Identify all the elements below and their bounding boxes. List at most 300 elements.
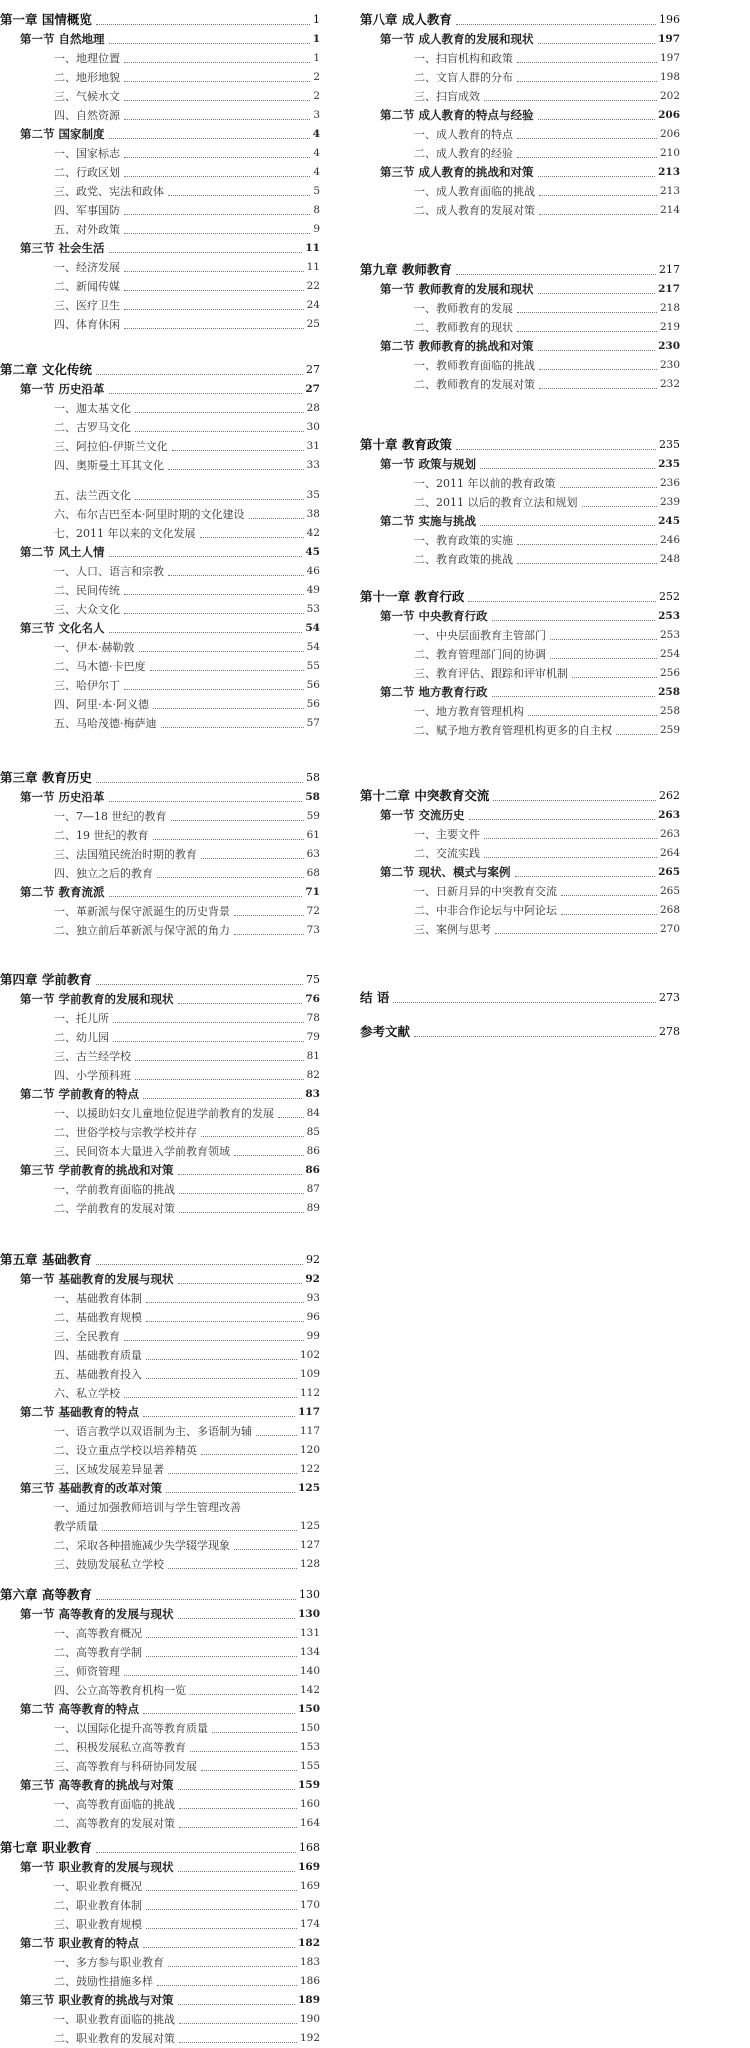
toc-section-entry[interactable] — [360, 455, 680, 474]
dot-leader — [538, 43, 656, 44]
toc-page-number: 54 — [305, 622, 320, 634]
toc-entry-title: 二、2011 以后的教育立法和规划 — [414, 496, 578, 509]
toc-section-entry[interactable] — [360, 806, 680, 825]
dot-leader — [550, 658, 657, 659]
toc-chapter-entry[interactable] — [360, 587, 680, 607]
toc-subsection-entry[interactable] — [0, 1555, 320, 1574]
toc-section-entry[interactable] — [360, 683, 680, 702]
toc-subsection-entry[interactable] — [360, 920, 680, 939]
toc-page-number: 58 — [305, 791, 320, 803]
toc-subsection-entry[interactable] — [0, 106, 320, 125]
toc-subsection-entry[interactable] — [0, 220, 320, 239]
toc-entry-title: 一、职业教育面临的挑战 — [54, 2013, 175, 2026]
dot-leader — [168, 1966, 297, 1967]
toc-subsection-entry[interactable] — [0, 1384, 320, 1403]
dot-leader — [109, 43, 310, 44]
dot-leader — [456, 24, 656, 25]
toc-subsection-entry[interactable] — [0, 1009, 320, 1028]
toc-entry-title: 四、阿里·本·阿义德 — [54, 698, 149, 711]
toc-chapter-entry[interactable] — [360, 786, 680, 806]
toc-page-number: 68 — [306, 867, 320, 879]
dot-leader — [179, 1808, 297, 1809]
toc-subsection-entry[interactable] — [0, 49, 320, 68]
toc-chapter-entry[interactable] — [0, 10, 320, 30]
toc-page-number: 268 — [659, 904, 680, 916]
toc-page-number: 197 — [659, 52, 680, 64]
toc-entry-title: 一、日新月异的中突教育交流 — [414, 885, 557, 898]
toc-subsection-entry[interactable] — [0, 1308, 320, 1327]
toc-page-number: 125 — [298, 1482, 320, 1494]
toc-entry-title: 三、医疗卫生 — [54, 299, 120, 312]
toc-page-number: 81 — [306, 1050, 320, 1062]
toc-section-entry[interactable] — [0, 1161, 320, 1180]
toc-entry-title: 二、鼓励性措施多样 — [54, 1975, 153, 1988]
dot-leader — [484, 838, 657, 839]
toc-page-number: 11 — [305, 242, 320, 254]
toc-subsection-entry[interactable] — [0, 562, 320, 581]
dot-leader — [484, 100, 657, 101]
toc-subsection-entry[interactable] — [0, 826, 320, 845]
toc-subsection-entry[interactable] — [0, 1180, 320, 1199]
toc-subsection-entry[interactable] — [0, 1123, 320, 1142]
toc-subsection-entry[interactable] — [360, 531, 680, 550]
toc-entry-title: 二、基础教育规模 — [54, 1311, 142, 1324]
dot-leader — [178, 1618, 296, 1619]
toc-page-number: 92 — [305, 1273, 320, 1285]
toc-subsection-entry[interactable] — [0, 1028, 320, 1047]
toc-subsection-entry[interactable] — [0, 1536, 320, 1555]
toc-page-number: 109 — [299, 1368, 320, 1380]
toc-chapter-entry[interactable] — [360, 435, 680, 455]
toc-entry-title: 六、私立学校 — [54, 1387, 120, 1400]
toc-subsection-entry[interactable] — [0, 486, 320, 505]
toc-section-entry[interactable] — [0, 1776, 320, 1795]
toc-section-entry[interactable] — [0, 125, 320, 144]
toc-entry-title: 一、人口、语言和宗教 — [54, 565, 164, 578]
toc-section-entry[interactable] — [0, 30, 320, 49]
toc-section-entry[interactable] — [360, 280, 680, 299]
toc-subsection-entry[interactable] — [360, 721, 680, 740]
toc-subsection-entry[interactable] — [360, 299, 680, 318]
toc-entry-title: 二、职业教育体制 — [54, 1899, 142, 1912]
toc-subsection-entry[interactable] — [0, 437, 320, 456]
toc-subsection-entry[interactable] — [0, 1517, 320, 1536]
toc-subsection-entry[interactable] — [0, 714, 320, 733]
toc-page-number: 75 — [306, 973, 320, 986]
toc-section-entry[interactable] — [360, 607, 680, 626]
toc-entry-title: 一、伊本·赫勒敦 — [54, 641, 135, 654]
toc-page-number: 196 — [659, 13, 680, 26]
dot-leader — [468, 601, 656, 602]
toc-subsection-entry[interactable] — [0, 201, 320, 220]
toc-chapter-entry[interactable] — [0, 360, 320, 380]
toc-subsection-entry[interactable] — [0, 182, 320, 201]
toc-entry-title: 五、对外政策 — [54, 223, 120, 236]
toc-subsection-entry[interactable] — [360, 144, 680, 163]
dot-leader — [492, 696, 656, 697]
toc-subsection-entry[interactable] — [360, 645, 680, 664]
toc-subsection-entry[interactable] — [0, 68, 320, 87]
toc-entry-title: 三、职业教育规模 — [54, 1918, 142, 1931]
toc-entry-title: 第二节 教育流派 — [20, 885, 105, 899]
toc-subsection-entry[interactable] — [360, 901, 680, 920]
toc-section-entry[interactable] — [0, 1991, 320, 2010]
toc-section-entry[interactable] — [360, 863, 680, 882]
toc-subsection-entry[interactable] — [0, 1738, 320, 1757]
toc-section-entry[interactable] — [0, 1934, 320, 1953]
toc-subsection-entry[interactable] — [0, 657, 320, 676]
toc-entry-title: 第一节 自然地理 — [20, 32, 105, 46]
toc-subsection-entry[interactable] — [0, 1662, 320, 1681]
toc-subsection-entry[interactable] — [0, 505, 320, 524]
toc-subsection-entry[interactable] — [360, 49, 680, 68]
toc-subsection-entry[interactable] — [360, 493, 680, 512]
toc-page-number: 49 — [306, 584, 320, 596]
toc-chapter-entry[interactable] — [0, 1585, 320, 1605]
dot-leader — [143, 1416, 295, 1417]
toc-subsection-entry[interactable] — [360, 664, 680, 683]
toc-subsection-entry[interactable] — [0, 418, 320, 437]
toc-page-number: 63 — [306, 848, 320, 860]
dot-leader — [201, 1454, 297, 1455]
dot-leader — [179, 1193, 304, 1194]
toc-subsection-entry[interactable] — [0, 902, 320, 921]
toc-subsection-entry[interactable] — [0, 1104, 320, 1123]
toc-entry-title: 一、高等教育面临的挑战 — [54, 1798, 175, 1811]
dot-leader — [96, 1264, 303, 1265]
toc-page-number: 117 — [299, 1425, 320, 1437]
toc-page-number: 125 — [299, 1520, 320, 1532]
toc-entry-title: 第二节 风土人情 — [20, 545, 105, 559]
toc-entry-title: 二、成人教育的经验 — [414, 147, 513, 160]
toc-subsection-entry[interactable] — [0, 456, 320, 475]
toc-page-number: 128 — [299, 1558, 320, 1570]
toc-subsection-entry[interactable] — [0, 1643, 320, 1662]
toc-entry-title: 二、新闻传媒 — [54, 280, 120, 293]
toc-section-entry[interactable] — [0, 1270, 320, 1289]
dot-leader — [561, 895, 657, 896]
dot-leader — [201, 1770, 297, 1771]
dot-leader — [161, 727, 304, 728]
toc-page-number: 134 — [299, 1646, 320, 1658]
dot-leader — [124, 214, 310, 215]
toc-page-number: 265 — [659, 885, 680, 897]
toc-entry-title: 第一节 成人教育的发展和现状 — [380, 32, 534, 46]
dot-leader — [124, 119, 310, 120]
toc-chapter-entry[interactable] — [0, 768, 320, 788]
toc-entry-title: 第二节 学前教育的特点 — [20, 1087, 140, 1101]
toc-section-entry[interactable] — [360, 106, 680, 125]
dot-leader — [234, 1549, 297, 1550]
toc-entry-title: 二、设立重点学校以培养精英 — [54, 1444, 197, 1457]
dot-leader — [109, 252, 303, 253]
toc-chapter-entry[interactable] — [360, 260, 680, 280]
toc-page-number: 214 — [659, 204, 680, 216]
toc-subsection-entry[interactable] — [0, 1877, 320, 1896]
toc-page-number: 1 — [312, 33, 320, 45]
dot-leader — [179, 2023, 297, 2024]
toc-block — [0, 1250, 320, 1574]
dot-leader — [124, 271, 304, 272]
toc-subsection-entry[interactable] — [0, 1365, 320, 1384]
toc-subsection-entry[interactable] — [0, 144, 320, 163]
toc-entry-title: 第五章 基础教育 — [0, 1252, 92, 1267]
toc-page-number: 253 — [659, 629, 680, 641]
toc-subsection-entry[interactable] — [0, 1719, 320, 1738]
dot-leader — [517, 331, 657, 332]
toc-subsection-entry[interactable] — [0, 277, 320, 296]
dot-leader — [146, 1890, 297, 1891]
toc-block — [0, 1838, 320, 2048]
toc-page-number: 253 — [658, 610, 680, 622]
toc-section-entry[interactable] — [360, 30, 680, 49]
dot-leader — [96, 782, 303, 783]
toc-page-number: 59 — [306, 810, 320, 822]
toc-subsection-entry[interactable] — [0, 845, 320, 864]
dot-leader — [178, 1871, 296, 1872]
toc-page-number: 73 — [306, 924, 320, 936]
toc-entry-title: 第四章 学前教育 — [0, 972, 92, 987]
toc-section-entry[interactable] — [0, 1085, 320, 1104]
toc-page-number: 174 — [299, 1918, 320, 1930]
dot-leader — [124, 328, 304, 329]
toc-section-entry[interactable] — [0, 239, 320, 258]
toc-subsection-entry[interactable] — [0, 1441, 320, 1460]
toc-page-number: 89 — [306, 1202, 320, 1214]
toc-subsection-entry[interactable] — [360, 125, 680, 144]
toc-subsection-entry[interactable] — [0, 676, 320, 695]
toc-subsection-entry[interactable] — [0, 1199, 320, 1218]
toc-subsection-entry[interactable] — [0, 921, 320, 940]
toc-subsection-entry[interactable] — [360, 882, 680, 901]
toc-entry-title: 二、教育管理部门间的协调 — [414, 648, 546, 661]
toc-page-number: 71 — [305, 886, 320, 898]
toc-entry-title: 一、以援助妇女儿童地位促进学前教育的发展 — [54, 1107, 274, 1120]
dot-leader — [517, 544, 657, 545]
toc-entry-title: 第六章 高等教育 — [0, 1587, 92, 1602]
toc-subsection-entry[interactable] — [360, 626, 680, 645]
toc-section-entry[interactable] — [360, 337, 680, 356]
toc-entry-title: 第一节 高等教育的发展与现状 — [20, 1607, 174, 1621]
toc-block — [360, 587, 680, 740]
toc-section-entry[interactable] — [0, 543, 320, 562]
toc-subsection-entry[interactable] — [360, 825, 680, 844]
toc-block — [360, 1022, 680, 1042]
dot-leader — [109, 801, 303, 802]
dot-leader — [135, 1079, 304, 1080]
dot-leader — [143, 1947, 295, 1948]
toc-entry-title: 一、迦太基文化 — [54, 402, 131, 415]
toc-entry-title: 第十章 教育政策 — [360, 437, 452, 452]
toc-subsection-entry[interactable] — [360, 182, 680, 201]
toc-page-number: 182 — [298, 1937, 320, 1949]
toc-subsection-entry[interactable] — [0, 1066, 320, 1085]
toc-entry-title: 四、军事国防 — [54, 204, 120, 217]
toc-block — [0, 360, 320, 475]
toc-page-number: 150 — [298, 1703, 320, 1715]
dot-leader — [179, 1827, 297, 1828]
toc-subsection-entry[interactable] — [0, 1795, 320, 1814]
toc-entry-title: 第一节 学前教育的发展和现状 — [20, 992, 174, 1006]
toc-chapter-entry[interactable] — [0, 1838, 320, 1858]
toc-subsection-entry[interactable] — [0, 581, 320, 600]
toc-page-number: 86 — [306, 1145, 320, 1157]
toc-entry-title: 五、基础教育投入 — [54, 1368, 142, 1381]
toc-entry-title: 一、基础教育体制 — [54, 1292, 142, 1305]
toc-page-number: 30 — [306, 421, 320, 433]
toc-section-entry[interactable] — [0, 1403, 320, 1422]
toc-subsection-entry[interactable] — [0, 524, 320, 543]
toc-entry-title: 教学质量 — [54, 1520, 98, 1533]
toc-subsection-entry[interactable] — [0, 87, 320, 106]
dot-leader — [150, 670, 304, 671]
toc-section-entry[interactable] — [0, 788, 320, 807]
toc-page-number: 120 — [299, 1444, 320, 1456]
toc-subsection-entry[interactable] — [0, 1047, 320, 1066]
toc-subsection-entry[interactable] — [0, 1915, 320, 1934]
toc-subsection-entry[interactable] — [360, 550, 680, 569]
toc-subsection-entry[interactable] — [360, 474, 680, 493]
dot-leader — [538, 176, 656, 177]
toc-subsection-entry[interactable] — [0, 399, 320, 418]
dot-leader — [515, 876, 656, 877]
toc-page-number: 248 — [659, 553, 680, 565]
dot-leader — [528, 715, 657, 716]
toc-subsection-entry[interactable] — [0, 1346, 320, 1365]
toc-subsection-entry[interactable] — [0, 807, 320, 826]
toc-subsection-entry[interactable] — [0, 1624, 320, 1643]
toc-page-number: 254 — [659, 648, 680, 660]
toc-section-entry[interactable] — [0, 619, 320, 638]
toc-subsection-entry[interactable] — [360, 87, 680, 106]
toc-page-number: 217 — [659, 263, 680, 276]
toc-page-number: 72 — [306, 905, 320, 917]
toc-page-number: 265 — [658, 866, 680, 878]
toc-entry-title: 二、积极发展私立高等教育 — [54, 1741, 186, 1754]
toc-subsection-entry[interactable] — [0, 1953, 320, 1972]
toc-subsection-entry[interactable] — [0, 163, 320, 182]
toc-chapter-entry[interactable] — [360, 10, 680, 30]
toc-page-number: 235 — [659, 438, 680, 451]
toc-section-entry[interactable] — [0, 1700, 320, 1719]
dot-leader — [153, 839, 304, 840]
dot-leader — [234, 915, 304, 916]
toc-subsection-entry[interactable] — [0, 864, 320, 883]
toc-entry-title: 第三节 基础教育的改革对策 — [20, 1481, 163, 1495]
toc-subsection-entry[interactable] — [0, 1422, 320, 1441]
dot-leader — [539, 388, 657, 389]
toc-entry-title: 第二节 高等教育的特点 — [20, 1702, 140, 1716]
toc-chapter-entry[interactable] — [360, 1022, 680, 1042]
toc-subsection-entry[interactable] — [360, 375, 680, 394]
toc-subsection-entry[interactable] — [360, 702, 680, 721]
dot-leader — [135, 1060, 304, 1061]
toc-page-number: 264 — [659, 847, 680, 859]
toc-subsection-entry[interactable] — [0, 1681, 320, 1700]
toc-page-number: 31 — [306, 440, 320, 452]
toc-subsection-entry[interactable] — [0, 2029, 320, 2048]
toc-entry-title: 四、体育休闲 — [54, 318, 120, 331]
toc-subsection-entry[interactable] — [0, 695, 320, 714]
toc-page-number: 4 — [313, 147, 320, 159]
toc-section-entry[interactable] — [0, 1479, 320, 1498]
toc-subsection-entry[interactable] — [0, 1896, 320, 1915]
toc-subsection-entry[interactable] — [0, 296, 320, 315]
toc-page-number: 61 — [306, 829, 320, 841]
toc-section-entry[interactable] — [0, 990, 320, 1009]
toc-subsection-entry[interactable] — [360, 356, 680, 375]
toc-subsection-entry[interactable] — [0, 315, 320, 334]
toc-entry-title: 三、政党、宪法和政体 — [54, 185, 164, 198]
toc-entry-title: 一、经济发展 — [54, 261, 120, 274]
toc-section-entry[interactable] — [0, 1605, 320, 1624]
toc-entry-title: 二、中非合作论坛与中阿论坛 — [414, 904, 557, 917]
toc-subsection-entry[interactable] — [0, 1757, 320, 1776]
dot-leader — [109, 896, 303, 897]
dot-leader — [234, 1155, 304, 1156]
toc-subsection-entry[interactable] — [0, 1498, 320, 1517]
dot-leader — [190, 1751, 297, 1752]
toc-entry-title: 七、2011 年以来的文化发展 — [54, 527, 196, 540]
toc-page-number: 160 — [299, 1798, 320, 1810]
toc-entry-title: 二、幼儿园 — [54, 1031, 109, 1044]
toc-section-entry[interactable] — [0, 1858, 320, 1877]
toc-page-number: 192 — [299, 2032, 320, 2044]
toc-subsection-entry[interactable] — [0, 258, 320, 277]
toc-subsection-entry[interactable] — [360, 318, 680, 337]
toc-subsection-entry[interactable] — [0, 1142, 320, 1161]
toc-section-entry[interactable] — [0, 380, 320, 399]
toc-page-number: 54 — [306, 641, 320, 653]
toc-entry-title: 三、法国殖民统治时期的教育 — [54, 848, 197, 861]
toc-subsection-entry[interactable] — [0, 1972, 320, 1991]
dot-leader — [493, 800, 656, 801]
toc-entry-title: 第十一章 教育行政 — [360, 589, 465, 604]
toc-page-number: 79 — [306, 1031, 320, 1043]
toc-section-entry[interactable] — [0, 883, 320, 902]
toc-subsection-entry[interactable] — [0, 1460, 320, 1479]
toc-subsection-entry[interactable] — [0, 1814, 320, 1833]
dot-leader — [200, 537, 304, 538]
dot-leader — [212, 1732, 297, 1733]
toc-entry-title: 第二节 职业教育的特点 — [20, 1936, 140, 1950]
toc-page-number: 258 — [659, 705, 680, 717]
dot-leader — [113, 1041, 304, 1042]
toc-chapter-entry[interactable] — [0, 970, 320, 990]
toc-subsection-entry[interactable] — [0, 2010, 320, 2029]
toc-subsection-entry[interactable] — [0, 1289, 320, 1308]
toc-subsection-entry[interactable] — [0, 638, 320, 657]
toc-chapter-entry[interactable] — [360, 988, 680, 1008]
dot-leader — [616, 734, 657, 735]
toc-subsection-entry[interactable] — [360, 68, 680, 87]
toc-section-entry[interactable] — [360, 163, 680, 182]
toc-chapter-entry[interactable] — [0, 1250, 320, 1270]
toc-entry-title: 四、独立之后的教育 — [54, 867, 153, 880]
dot-leader — [539, 369, 657, 370]
toc-section-entry[interactable] — [360, 512, 680, 531]
toc-subsection-entry[interactable] — [360, 201, 680, 220]
toc-entry-title: 参考文献 — [360, 1024, 411, 1039]
toc-subsection-entry[interactable] — [0, 600, 320, 619]
toc-subsection-entry[interactable] — [360, 844, 680, 863]
toc-entry-title: 二、采取各种措施减少失学辍学现象 — [54, 1539, 230, 1552]
toc-entry-title: 第三节 学前教育的挑战和对策 — [20, 1163, 174, 1177]
toc-subsection-entry[interactable] — [0, 1327, 320, 1346]
toc-entry-title: 三、鼓励发展私立学校 — [54, 1558, 164, 1571]
toc-page-number: 230 — [658, 340, 680, 352]
toc-page-number: 258 — [658, 686, 680, 698]
